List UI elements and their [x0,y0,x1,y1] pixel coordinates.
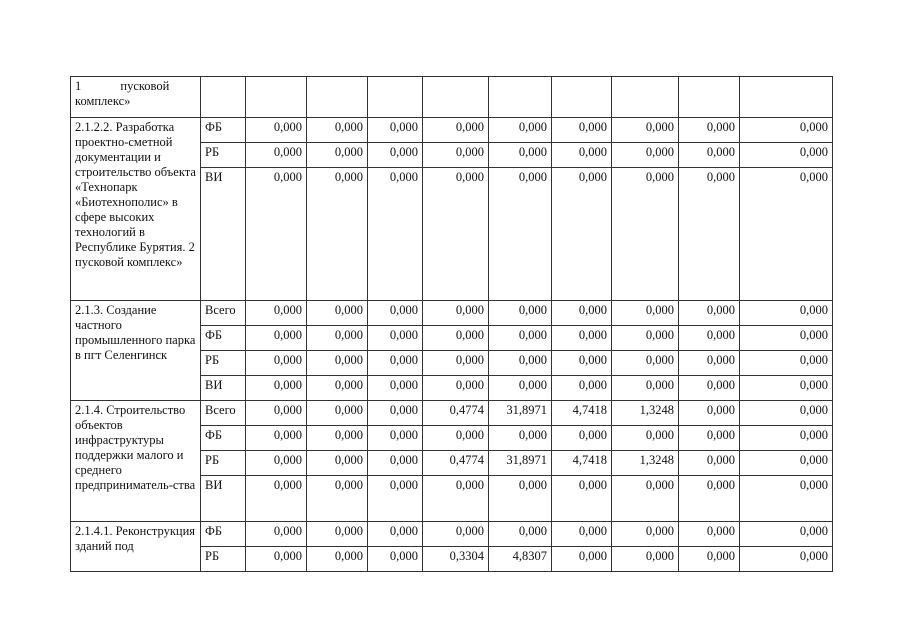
budget-table [70,76,833,572]
row-name: 2.1.4.1. Реконструкция зданий под [71,522,201,572]
value-cell [368,77,423,118]
source-cell: Всего [201,301,246,326]
value-cell: 0,000 [307,376,368,401]
value-cell: 0,000 [489,426,552,451]
value-cell: 0,000 [740,476,833,522]
value-cell: 0,000 [679,451,740,476]
source-cell: РБ [201,451,246,476]
value-cell: 0,000 [612,426,679,451]
value-cell: 0,000 [679,522,740,547]
value-cell: 0,000 [423,351,489,376]
value-cell: 0,000 [612,476,679,522]
value-cell: 0,000 [612,351,679,376]
value-cell [489,77,552,118]
row-name: 2.1.4. Строительство объектов инфраструктуры поддержки малого и среднего предприниматель-ства [71,401,201,522]
value-cell: 0,000 [423,168,489,301]
row-name: 2.1.2.2. Разработка проектно-сметной документации и строительство объекта «Технопарк «Биотехнополис» в сфере высоких технологий в Республике Бурятия. 2 пусковой комплекс» [71,118,201,301]
value-cell: 0,000 [307,118,368,143]
source-cell: ФБ [201,522,246,547]
value-cell: 0,000 [740,326,833,351]
value-cell: 0,000 [368,547,423,572]
value-cell: 0,000 [368,426,423,451]
value-cell: 0,000 [552,168,612,301]
value-cell: 0,000 [679,326,740,351]
value-cell: 0,000 [552,351,612,376]
source-cell: ВИ [201,476,246,522]
value-cell: 0,000 [423,426,489,451]
value-cell: 0,000 [612,522,679,547]
value-cell: 0,000 [423,301,489,326]
value-cell: 0,000 [612,168,679,301]
value-cell: 0,000 [368,376,423,401]
row-name [71,77,201,118]
value-cell [307,77,368,118]
source-cell: ВИ [201,376,246,401]
value-cell: 0,000 [423,376,489,401]
value-cell: 0,000 [740,143,833,168]
value-cell: 0,000 [307,143,368,168]
value-cell: 1,3248 [612,451,679,476]
value-cell: 0,000 [740,118,833,143]
value-cell: 0,000 [612,301,679,326]
value-cell: 0,000 [740,426,833,451]
value-cell: 0,000 [307,547,368,572]
value-cell: 0,000 [246,547,307,572]
value-cell: 0,000 [679,476,740,522]
value-cell: 0,000 [368,326,423,351]
value-cell: 0,000 [740,376,833,401]
value-cell: 0,000 [740,301,833,326]
value-cell [679,77,740,118]
source-cell: ФБ [201,426,246,451]
value-cell: 0,000 [552,476,612,522]
value-cell: 0,4774 [423,401,489,426]
value-cell: 0,000 [612,547,679,572]
name-part: комплекс» [75,94,131,108]
value-cell: 0,000 [246,326,307,351]
value-cell: 0,000 [552,522,612,547]
value-cell: 0,000 [552,326,612,351]
table-row [71,77,833,118]
value-cell: 0,000 [679,401,740,426]
value-cell: 0,000 [246,376,307,401]
value-cell: 0,000 [307,401,368,426]
value-cell: 0,000 [368,168,423,301]
value-cell: 0,000 [679,547,740,572]
row-name: 2.1.3. Создание частного промышленного парка в пгт Селенгинск [71,301,201,401]
value-cell [552,77,612,118]
value-cell: 0,000 [307,326,368,351]
value-cell: 1,3248 [612,401,679,426]
source-cell: ФБ [201,118,246,143]
value-cell: 31,8971 [489,451,552,476]
value-cell: 0,000 [679,301,740,326]
value-cell: 0,000 [423,118,489,143]
value-cell: 0,000 [246,118,307,143]
value-cell: 0,000 [489,168,552,301]
table-row [71,301,833,326]
name-part: 1 пусковой [75,79,170,93]
value-cell: 0,000 [552,118,612,143]
value-cell: 0,000 [679,426,740,451]
value-cell: 0,000 [552,301,612,326]
source-cell: РБ [201,143,246,168]
value-cell: 0,000 [489,522,552,547]
value-cell: 0,000 [489,326,552,351]
value-cell: 0,000 [246,451,307,476]
value-cell: 0,000 [489,143,552,168]
value-cell: 0,000 [740,451,833,476]
value-cell: 0,000 [740,351,833,376]
value-cell: 0,4774 [423,451,489,476]
source-cell: Всего [201,401,246,426]
value-cell: 0,000 [612,376,679,401]
table-row [71,522,833,547]
value-cell [612,77,679,118]
value-cell: 0,000 [489,351,552,376]
value-cell: 0,000 [679,351,740,376]
value-cell: 0,000 [368,143,423,168]
value-cell: 0,000 [552,143,612,168]
value-cell: 0,000 [552,426,612,451]
value-cell: 0,000 [307,301,368,326]
value-cell: 0,000 [368,522,423,547]
value-cell: 0,000 [679,376,740,401]
value-cell: 0,000 [368,351,423,376]
value-cell: 0,000 [307,168,368,301]
value-cell [740,77,833,118]
value-cell: 0,000 [246,351,307,376]
value-cell: 4,7418 [552,401,612,426]
source-cell: РБ [201,547,246,572]
value-cell: 0,000 [552,376,612,401]
value-cell: 0,000 [368,301,423,326]
value-cell: 0,000 [423,143,489,168]
value-cell [246,77,307,118]
value-cell: 0,000 [246,143,307,168]
value-cell: 0,000 [612,118,679,143]
value-cell: 0,000 [368,476,423,522]
source-cell: РБ [201,351,246,376]
value-cell: 0,000 [423,522,489,547]
value-cell: 0,000 [489,476,552,522]
value-cell: 0,000 [423,476,489,522]
value-cell: 0,000 [307,351,368,376]
value-cell [423,77,489,118]
value-cell: 0,000 [612,143,679,168]
value-cell: 0,000 [679,143,740,168]
value-cell: 0,000 [489,376,552,401]
value-cell: 0,000 [740,401,833,426]
value-cell: 0,000 [368,118,423,143]
table-row [71,118,833,143]
value-cell: 0,000 [740,522,833,547]
value-cell: 0,000 [489,301,552,326]
value-cell: 0,000 [679,168,740,301]
source-cell: ФБ [201,326,246,351]
value-cell: 31,8971 [489,401,552,426]
value-cell: 0,000 [552,547,612,572]
value-cell: 0,000 [246,426,307,451]
value-cell: 0,000 [307,522,368,547]
table-row [71,401,833,426]
value-cell: 0,3304 [423,547,489,572]
value-cell: 0,000 [246,476,307,522]
value-cell: 4,8307 [489,547,552,572]
value-cell: 0,000 [307,476,368,522]
value-cell: 0,000 [368,451,423,476]
value-cell: 0,000 [307,426,368,451]
value-cell: 0,000 [246,522,307,547]
value-cell: 0,000 [423,326,489,351]
source-cell: ВИ [201,168,246,301]
value-cell: 0,000 [368,401,423,426]
value-cell: 4,7418 [552,451,612,476]
value-cell: 0,000 [740,547,833,572]
value-cell: 0,000 [246,168,307,301]
value-cell: 0,000 [307,451,368,476]
value-cell: 0,000 [612,326,679,351]
source-cell [201,77,246,118]
value-cell: 0,000 [246,401,307,426]
value-cell: 0,000 [679,118,740,143]
value-cell: 0,000 [489,118,552,143]
value-cell: 0,000 [246,301,307,326]
value-cell: 0,000 [740,168,833,301]
